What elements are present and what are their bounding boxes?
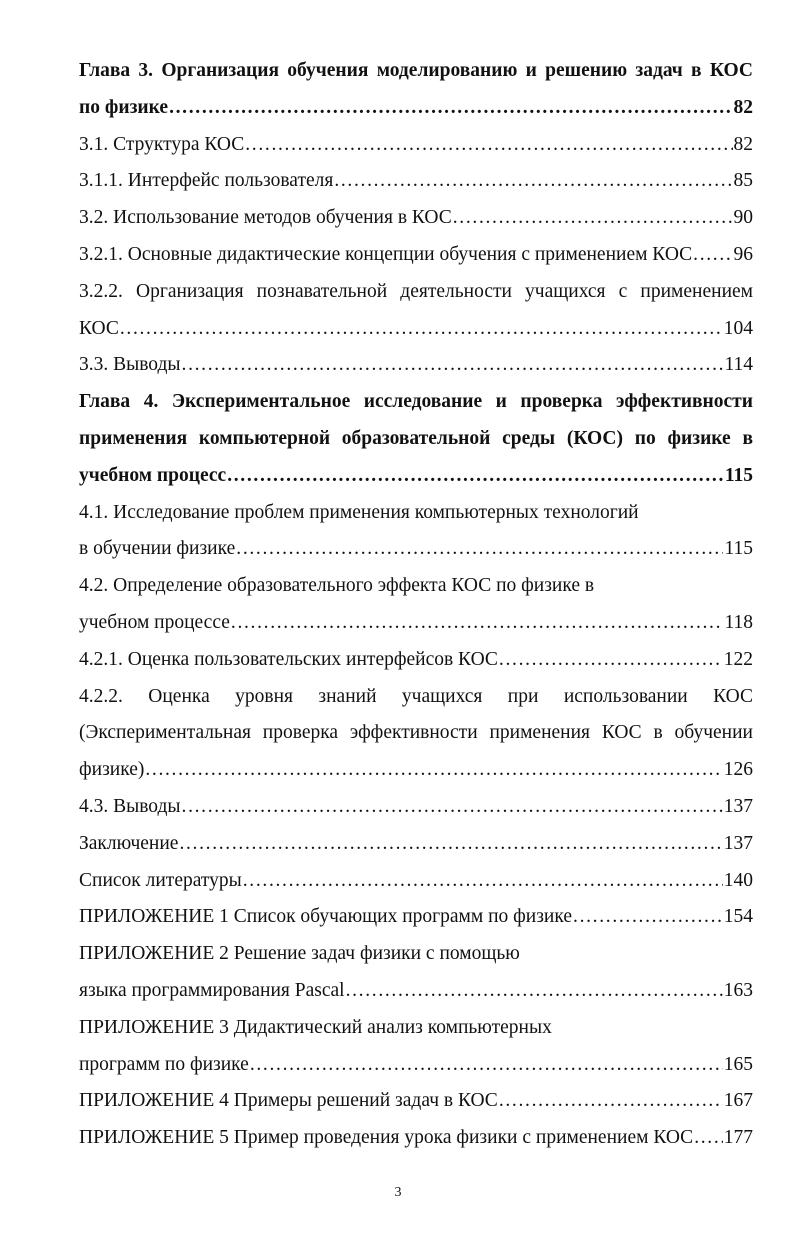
toc-entry-page: 137 xyxy=(723,796,753,817)
toc-line: 3.2.2. Организация познавательной деятельности учащихся с применением xyxy=(79,280,753,302)
toc-entry-title: 4.3. Выводы xyxy=(79,796,181,817)
toc-line: 4.1. Исследование проблем применения компьютерных технологий xyxy=(79,501,639,523)
toc-line xyxy=(79,976,753,1006)
dot-leader xyxy=(250,1050,723,1080)
toc-entry-page: 140 xyxy=(723,869,753,891)
toc-entry-title: ПРИЛОЖЕНИЕ 1 Список обучающих программ по физике xyxy=(79,906,573,928)
toc-entry-page: 163 xyxy=(723,980,753,1001)
dot-leader xyxy=(499,1086,723,1116)
toc-line xyxy=(79,93,753,123)
dot-leader xyxy=(573,902,723,932)
toc-line: 4.2.2. Оценка уровня знаний учащихся при использовании КОС xyxy=(79,685,753,707)
toc-entry-title: в обучении физике xyxy=(79,538,236,560)
toc-entry-title: 3.1. Структура КОС xyxy=(79,133,245,155)
dot-leader xyxy=(453,203,733,233)
dot-leader xyxy=(227,461,724,491)
toc-entry-page: 137 xyxy=(723,832,753,854)
toc-entry-title: Заключение xyxy=(79,832,179,854)
dot-leader xyxy=(334,166,732,196)
toc-line xyxy=(79,130,753,160)
dot-leader xyxy=(243,866,723,896)
toc-line: Глава 4. Экспериментальное исследование и проверка эффективности xyxy=(79,391,753,413)
toc-line xyxy=(79,314,753,344)
dot-leader xyxy=(182,792,723,822)
toc-entry-title: физике) xyxy=(79,759,145,781)
toc-line xyxy=(79,203,753,233)
dot-leader xyxy=(346,976,723,1006)
toc-line xyxy=(79,792,753,822)
toc-entry-page: 126 xyxy=(723,759,753,781)
dot-leader xyxy=(693,240,732,270)
toc-entry-title: языка программирования Pascal xyxy=(79,980,345,1001)
toc-line: ПРИЛОЖЕНИЕ 3 Дидактический анализ компьютерных xyxy=(79,1016,552,1038)
toc-entry-title: 3.3. Выводы xyxy=(79,354,181,376)
toc-line xyxy=(79,534,753,564)
toc-entry-title: учебном процессе xyxy=(79,612,230,633)
dot-leader xyxy=(236,534,723,564)
toc-entry-page: 115 xyxy=(724,464,753,486)
toc-entry-title: ПРИЛОЖЕНИЕ 5 Пример проведения урока физики с применением КОС xyxy=(79,1127,694,1149)
toc-entry-page: 122 xyxy=(723,648,753,670)
dot-leader xyxy=(245,130,732,160)
toc-line: Глава 3. Организация обучения моделированию и решению задач в КОС xyxy=(79,60,753,81)
toc-entry-page: 82 xyxy=(733,133,753,155)
toc-entry-page: 167 xyxy=(723,1090,753,1112)
toc-entry-page: 96 xyxy=(733,244,753,265)
toc-entry-title: программ по физике xyxy=(79,1053,249,1075)
toc-entry-page: 118 xyxy=(724,612,753,633)
toc-entry-page: 177 xyxy=(723,1127,753,1149)
page-number: 3 xyxy=(394,1185,402,1200)
toc-entry-title: Список литературы xyxy=(79,869,242,891)
dot-leader xyxy=(120,314,723,344)
toc-line xyxy=(79,755,753,785)
toc-line xyxy=(79,829,753,859)
dot-leader xyxy=(231,608,724,638)
toc-line xyxy=(79,608,753,638)
toc-line xyxy=(79,645,753,675)
toc-entry-page: 165 xyxy=(723,1053,753,1075)
toc-entry-page: 104 xyxy=(723,317,753,339)
dot-leader xyxy=(499,645,723,675)
dot-leader xyxy=(145,755,722,785)
toc-entry-page: 82 xyxy=(733,96,753,118)
toc-entry-title: 3.1.1. Интерфейс пользователя xyxy=(79,170,334,192)
toc-line xyxy=(79,350,753,380)
toc-line xyxy=(79,902,753,932)
toc-entry-page: 85 xyxy=(733,170,753,192)
toc-entry-page: 154 xyxy=(723,906,753,928)
toc-entry-page: 90 xyxy=(733,207,753,229)
dot-leader xyxy=(694,1123,723,1153)
toc-entry-title: 4.2.1. Оценка пользовательских интерфейсов КОС xyxy=(79,648,498,670)
toc-line xyxy=(79,866,753,896)
toc-line xyxy=(79,166,753,196)
toc-line: применения компьютерной образовательной среды (КОС) по физике в xyxy=(79,428,753,449)
toc-line: ПРИЛОЖЕНИЕ 2 Решение задач физики с помощью xyxy=(79,943,520,965)
dot-leader xyxy=(179,829,722,859)
toc-line xyxy=(79,1123,753,1153)
toc-entry-page: 115 xyxy=(724,538,753,560)
toc-entry-title: 3.2. Использование методов обучения в КОС xyxy=(79,207,452,229)
dot-leader xyxy=(169,93,732,123)
toc-line xyxy=(79,240,753,270)
toc-entry-page: 114 xyxy=(724,354,753,376)
toc-entry-title: ПРИЛОЖЕНИЕ 4 Примеры решений задач в КОС xyxy=(79,1090,498,1112)
toc-entry-title: по физике xyxy=(79,96,169,118)
toc-entry-title: 3.2.1. Основные дидактические концепции обучения с применением КОС xyxy=(79,244,693,265)
toc-line xyxy=(79,1050,753,1080)
toc-entry-title: учебном процесс xyxy=(79,464,227,486)
toc-entry-title: КОС xyxy=(79,317,119,339)
toc-line xyxy=(79,461,753,491)
toc-line: (Экспериментальная проверка эффективности применения КОС в обучении xyxy=(79,722,753,744)
toc-line xyxy=(79,1086,753,1116)
dot-leader xyxy=(182,350,724,380)
toc-line: 4.2. Определение образовательного эффекта КОС по физике в xyxy=(79,575,595,597)
